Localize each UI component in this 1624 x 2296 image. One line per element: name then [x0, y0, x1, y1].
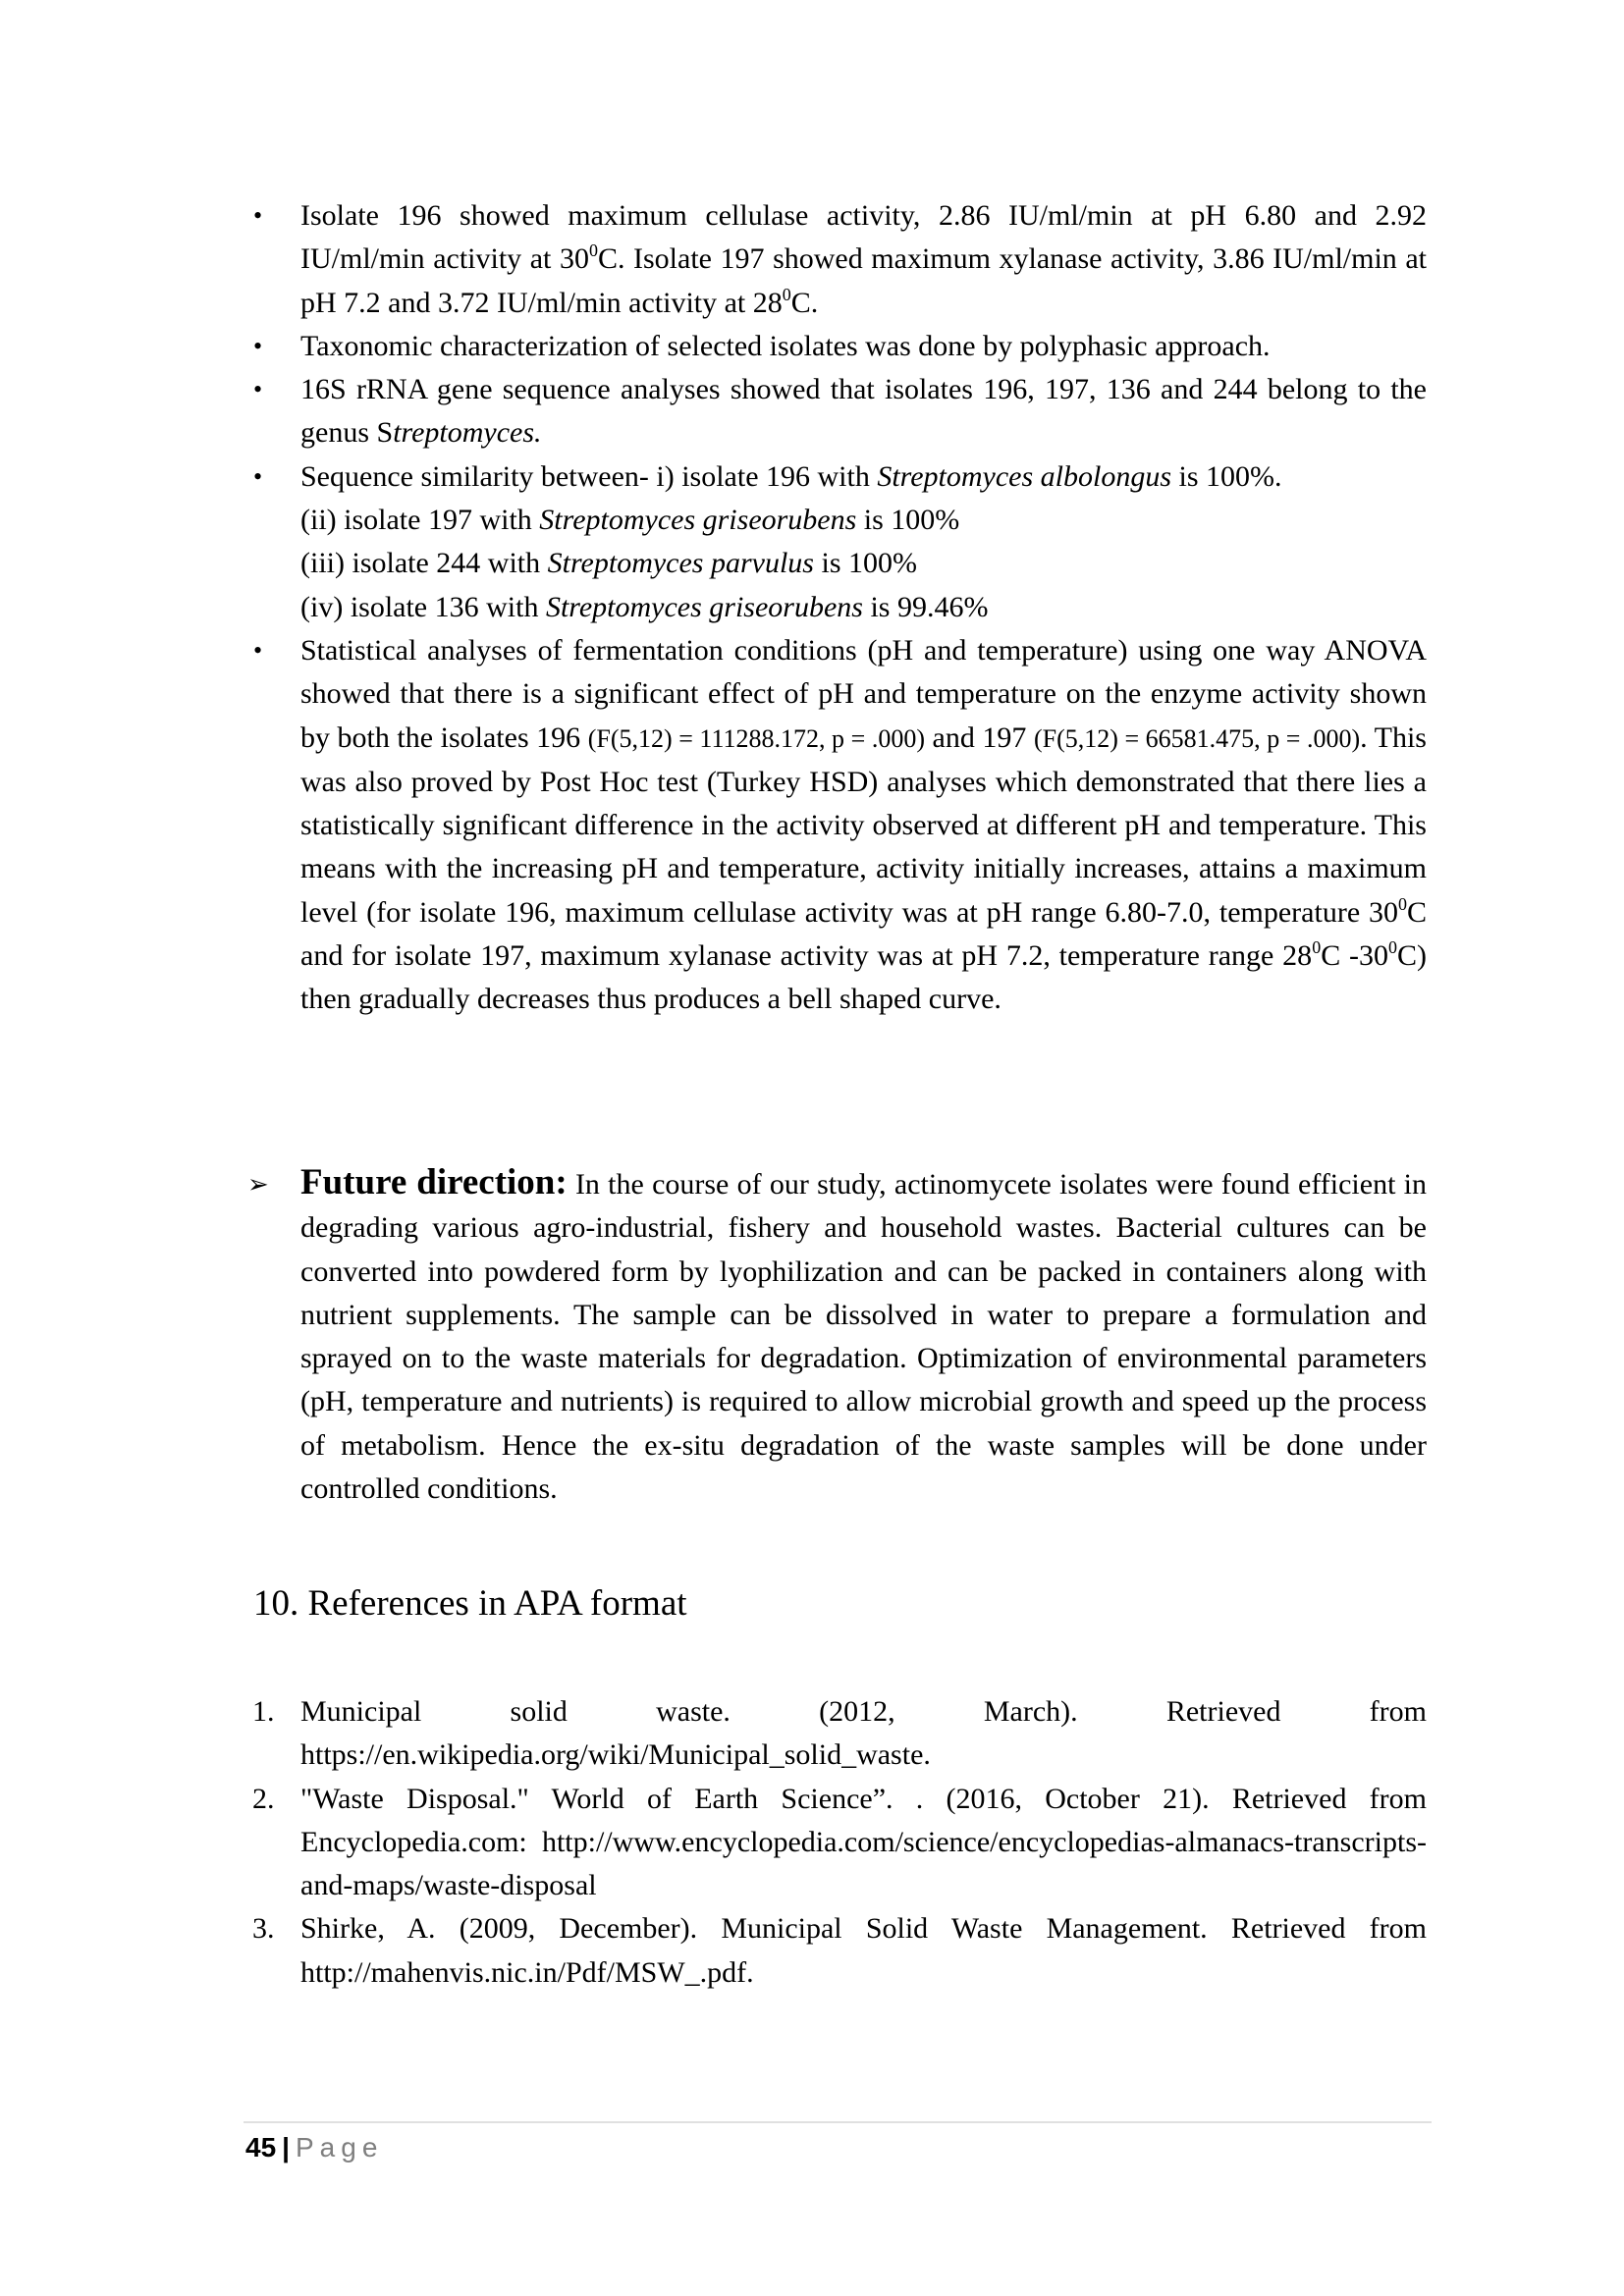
species-name: Streptomyces griseorubens — [545, 590, 863, 623]
text-run: is 100% — [813, 547, 917, 580]
bullet-text — [300, 629, 1427, 1022]
footer-divider — [244, 2121, 1432, 2123]
text-run: Statistical analyses of fermentation conditions (pH and temperature) using one way ANOVA showed that there is a significant effect of pH and temperature on the enzyme activity shown by both the isolates 196 — [300, 633, 1427, 754]
text-run: (iv) isolate 136 with — [300, 590, 546, 623]
reference-number: 3. — [252, 1912, 275, 1946]
future-direction-paragraph — [245, 1161, 1427, 1511]
statistic-value: (F(5,12) = 111288.172, p = .000) — [587, 723, 925, 753]
text-run: is 100% — [856, 504, 960, 537]
species-name: Streptomyces parvulus — [547, 547, 814, 580]
page-footer — [245, 2130, 383, 2165]
bullet-text — [300, 368, 1427, 455]
superscript: 0 — [1388, 937, 1398, 958]
text-run: C. — [790, 286, 819, 319]
similarity-line — [300, 542, 1427, 585]
reference-number: 1. — [252, 1695, 275, 1728]
reference-text: Shirke, A. (2009, December). Municipal Solid Waste Management. Retrieved from http://mahenvis.nic.in/Pdf/MSW_.pdf. — [300, 1912, 1427, 1989]
bullet-text — [300, 325, 1427, 368]
findings-bullet-list — [245, 194, 1427, 1022]
future-direction-section — [245, 1161, 1427, 1511]
species-name: Streptomyces griseorubens — [539, 504, 857, 537]
reference-text: "Waste Disposal." World of Earth Science”. . (2016, October 21). Retrieved from Encyclopedia.com: http://www.encyclopedia.com/science/encyclopedias-almanacs-transcripts-and-maps/waste-disposal — [300, 1782, 1427, 1902]
text-run: C and for isolate 197, maximum xylanase activity was at pH 7.2, temperature range 28 — [300, 895, 1427, 973]
future-direction-title: Future direction: — [300, 1162, 568, 1202]
similarity-line — [300, 586, 1427, 629]
reference-number: 2. — [252, 1782, 275, 1815]
species-name: treptomyces. — [393, 416, 542, 450]
bullet-icon: • — [253, 375, 263, 404]
text-run: Sequence similarity between- i) isolate 196 with — [300, 459, 878, 493]
references-heading: 10. References in APA format — [253, 1583, 687, 1624]
superscript: 0 — [1312, 937, 1322, 958]
text-run: C) then gradually decreases thus produces a bell shaped curve. — [300, 939, 1428, 1016]
text-run: Taxonomic characterization of selected isolates was done by polyphasic approach. — [300, 329, 1271, 362]
bullet-item — [245, 194, 1427, 325]
superscript: 0 — [588, 240, 598, 261]
bullet-item — [245, 325, 1427, 368]
bullet-text — [300, 455, 1427, 499]
bullet-icon: • — [253, 635, 263, 665]
text-run: . This was also proved by Post Hoc test (Turkey HSD) analyses which demonstrated that there lies a statistically significant difference in the activity observed at different pH and temperature. This means with the increasing pH and temperature, activity initially increases, attains a maximum level (for isolate 196, maximum cellulase activity was at pH range 6.80-7.0, temperature 30 — [300, 721, 1427, 929]
reference-item — [245, 1907, 1427, 1995]
text-run: 16S rRNA gene sequence analyses showed that isolates 196, 197, 136 and 244 belong to the genus S — [300, 373, 1427, 450]
bullet-icon: • — [253, 331, 263, 360]
text-run: is 99.46% — [862, 590, 989, 623]
similarity-line — [300, 499, 1427, 542]
reference-text: Municipal solid waste. (2012, March). Retrieved from https://en.wikipedia.org/wiki/Municipal_solid_waste. — [300, 1695, 1427, 1772]
arrow-bullet-icon: ➢ — [247, 1170, 269, 1199]
statistic-value: (F(5,12) = 66581.475, p = .000) — [1033, 723, 1361, 753]
bullet-icon: • — [253, 201, 263, 230]
text-run: is 100%. — [1171, 459, 1282, 493]
future-direction-body: In the course of our study, actinomycete isolates were found efficient in degrading various agro-industrial, fishery and household wastes. Bacterial cultures can be converted into powdered form by lyophilization and can be packed in containers along with nutrient supplements. The sample can be dissolved in water to prepare a formulation and sprayed on to the waste materials for degradation. Optimization of environmental parameters (pH, temperature and nutrients) is required to allow microbial growth and speed up the process of metabolism. Hence the ex-situ degradation of the waste samples will be done under controlled conditions. — [300, 1168, 1427, 1506]
species-name: Streptomyces albolongus — [877, 459, 1172, 493]
text-run: (iii) isolate 244 with — [300, 547, 548, 580]
footer-separator: | — [282, 2132, 290, 2163]
text-run: (ii) isolate 197 with — [300, 504, 540, 537]
text-run: and 197 — [924, 721, 1034, 754]
bullet-icon: • — [253, 461, 263, 491]
bullet-item — [245, 629, 1427, 1022]
reference-item — [245, 1690, 1427, 1778]
page-number: 45 — [245, 2132, 277, 2163]
superscript: 0 — [782, 284, 791, 304]
text-run: C. Isolate 197 showed maximum xylanase activity, 3.86 IU/ml/min at pH 7.2 and 3.72 IU/ml/min activity at 28 — [300, 242, 1427, 319]
page-label: Page — [296, 2132, 384, 2163]
bullet-item — [245, 455, 1427, 629]
bullet-item — [245, 368, 1427, 455]
reference-item — [245, 1778, 1427, 1908]
bullet-text — [300, 194, 1427, 325]
superscript: 0 — [1397, 893, 1407, 914]
references-list — [245, 1690, 1427, 1995]
text-run: Isolate 196 showed maximum cellulase activity, 2.86 IU/ml/min at pH 6.80 and 2.92 IU/ml/min activity at 30 — [300, 199, 1427, 276]
text-run: C -30 — [1321, 939, 1389, 973]
